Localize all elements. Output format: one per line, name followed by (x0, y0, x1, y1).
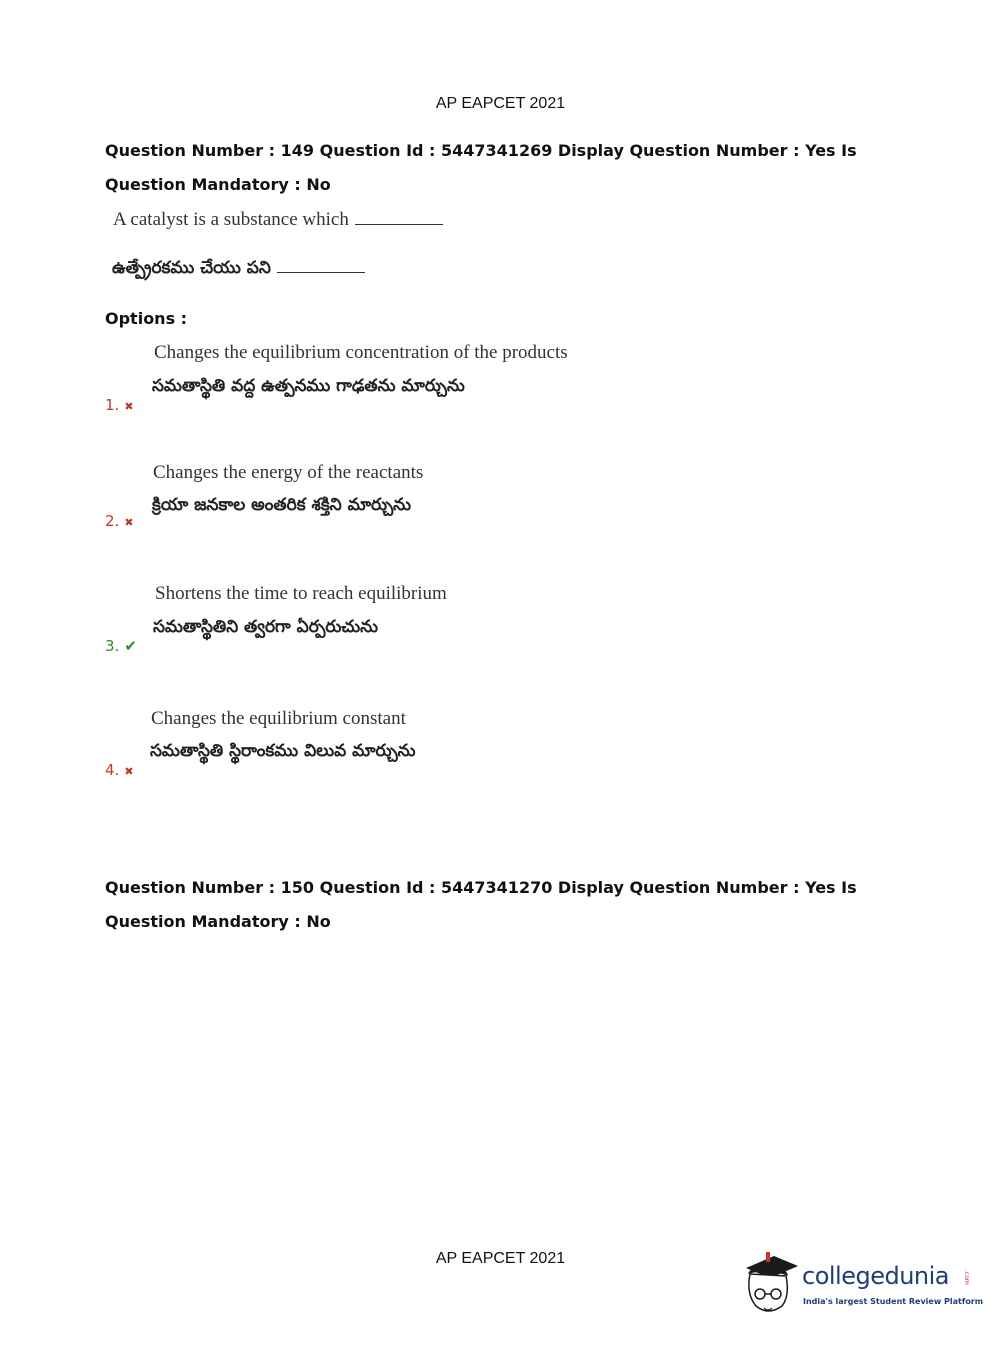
option-1-number-label: 1. (105, 396, 120, 414)
question-150-meta: Question Number : 150 Question Id : 5447341270 Display Question Number : Yes Is Question Mandatory : No (105, 878, 857, 931)
option-2-number-label: 2. (105, 512, 120, 530)
collegedunia-logo (740, 1250, 984, 1320)
question-149-meta: Question Number : 149 Question Id : 5447341269 Display Question Number : Yes Is Question Mandatory : No (105, 141, 857, 194)
option-1-number (105, 396, 134, 414)
option-3-text-te: సమతాస్థితిని త్వరగా ఏర్పరుచును (153, 617, 378, 637)
check-icon: ✔ (124, 637, 137, 655)
question-149-text-te-label: ఉత్ప్రేరకము చేయు పని (112, 258, 271, 278)
logo-tagline: India's largest Student Review Platform (803, 1297, 984, 1306)
cross-icon: ✖ (124, 516, 134, 529)
question-149-text-en-label: A catalyst is a substance which (113, 209, 349, 230)
page-footer-title: AP EAPCET 2021 (435, 1250, 566, 1267)
page-header-title: AP EAPCET 2021 (435, 95, 566, 112)
option-4-text-en: Changes the equilibrium constant (151, 708, 406, 729)
option-1-text-en: Changes the equilibrium concentration of the products (154, 342, 568, 363)
options-label: Options : (105, 309, 188, 328)
option-4-number (105, 761, 134, 779)
option-3-number (105, 637, 137, 655)
answer-blank-te (277, 258, 365, 273)
option-1-text-te: సమతాస్థితి వద్ద ఉత్పనము గాఢతను మార్చును (152, 376, 465, 396)
option-2-text-te: క్రియా జనకాల అంతరిక శక్తిని మార్చును (152, 495, 411, 515)
question-149-text-te (112, 258, 365, 282)
option-3-number-label: 3. (105, 637, 120, 655)
question-149-text-en (113, 209, 443, 231)
mascot-icon (740, 1250, 800, 1320)
cross-icon: ✖ (124, 400, 134, 413)
option-4-text-te: సమతాస్థితి స్థిరాంకము విలువ మార్చును (150, 741, 416, 761)
option-2-text-en: Changes the energy of the reactants (153, 462, 424, 483)
cross-icon: ✖ (124, 765, 134, 778)
answer-blank (355, 210, 443, 225)
logo-wordmark: collegedunia (802, 1262, 950, 1290)
option-4-number-label: 4. (105, 761, 120, 779)
logo-suffix: .com (963, 1270, 970, 1285)
option-2-number (105, 512, 134, 530)
option-3-text-en: Shortens the time to reach equilibrium (155, 583, 447, 604)
